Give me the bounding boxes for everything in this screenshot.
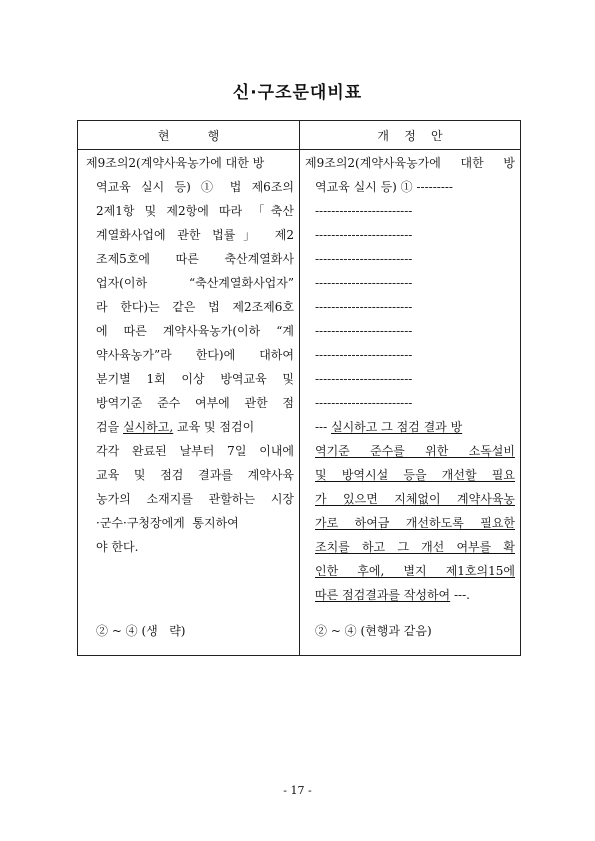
revised-line: ------------------------ (315, 228, 413, 242)
page-number: - 17 - (283, 784, 312, 797)
page-title: 신·구조문대비표 (232, 83, 363, 103)
revised-underlined-line: 및 방역시설 등을 개선할 필요 (315, 468, 515, 482)
header-current: 현 행 (157, 129, 220, 143)
revised-line: ------------------------ (315, 324, 413, 338)
revised-line: ------------------------ (315, 252, 413, 266)
current-line: ·군수·구청장에게 통지하여 (96, 516, 239, 530)
revised-line (315, 583, 515, 607)
revised-line: ② ~ ④ (현행과 같음) (315, 624, 432, 638)
current-line: 라 한다)는 같은 법 제2조제6호 (96, 300, 294, 314)
revised-line: ------------------------ (315, 300, 413, 314)
revised-line: 역교육 실시 등) ① --------- (315, 180, 453, 194)
current-line: 교육 및 점검 결과를 계약사육 (96, 468, 294, 482)
current-line: 역교육 실시 등) ① 법 제6조의 (96, 180, 294, 194)
current-underlined-text: 실시하고, (123, 420, 174, 434)
current-line: 약사육농가”라 한다)에 대하여 (96, 348, 294, 362)
current-line: 농가의 소재지를 관할하는 시장 (96, 492, 294, 506)
current-line: 분기별 1회 이상 방역교육 및 (96, 372, 294, 386)
revised-underlined-line: 인한 후에, 별지 제1호의15에 (315, 564, 515, 578)
current-line-text: 검을 (96, 420, 123, 434)
current-line (96, 415, 294, 439)
current-line: 업자(이하 “축산계열화사업자” (96, 276, 294, 290)
revised-line: ------------------------ (315, 204, 413, 218)
revised-line: ------------------------ (315, 348, 413, 362)
revised-underlined-line: 역기준 준수를 위한 소독설비 (315, 444, 515, 458)
current-line: 방역기준 준수 여부에 관한 점 (96, 396, 294, 410)
revised-line: ------------------------ (315, 276, 413, 290)
current-line: 에 따른 계약사육농가(이하 “계 (96, 324, 294, 338)
column-divider (299, 121, 300, 655)
revised-underlined-line: 가로 하여금 개선하도록 필요한 (315, 516, 515, 530)
revised-underlined-line: 조치를 하고 그 개선 여부를 확 (315, 540, 515, 554)
revised-line-text: --- (315, 420, 331, 434)
revised-line: ------------------------ (315, 372, 413, 386)
revised-line: 제9조의2(계약사육농가에 대한 방 (305, 156, 515, 170)
current-line: 2제1항 및 제2항에 따라 「축산 (96, 204, 294, 218)
current-line: 야 한다. (96, 540, 139, 554)
revised-underlined-line: 가 있으면 지체없이 계약사육농 (315, 492, 515, 506)
header-revised: 개 정 안 (377, 129, 443, 143)
current-line: 각각 완료된 날부터 7일 이내에 (96, 444, 294, 458)
current-line: 조제5호에 따른 축산계열화사 (96, 252, 294, 266)
revised-line-text: ---. (450, 588, 470, 602)
current-line: 제9조의2(계약사육농가에 대한 방 (86, 156, 265, 170)
revised-line (315, 415, 515, 439)
current-line-text: 교육 및 점검이 (173, 420, 255, 434)
current-line: ② ~ ④ (생 략) (96, 624, 186, 638)
revised-underlined-text: 따른 점검결과를 작성하여 (315, 588, 451, 602)
comparison-table (77, 120, 521, 656)
revised-underlined-text: 실시하고 그 점검 결과 방 (330, 420, 463, 434)
revised-line: ------------------------ (315, 396, 413, 410)
current-line: 계열화사업에 관한 법률」 제2 (96, 228, 294, 242)
